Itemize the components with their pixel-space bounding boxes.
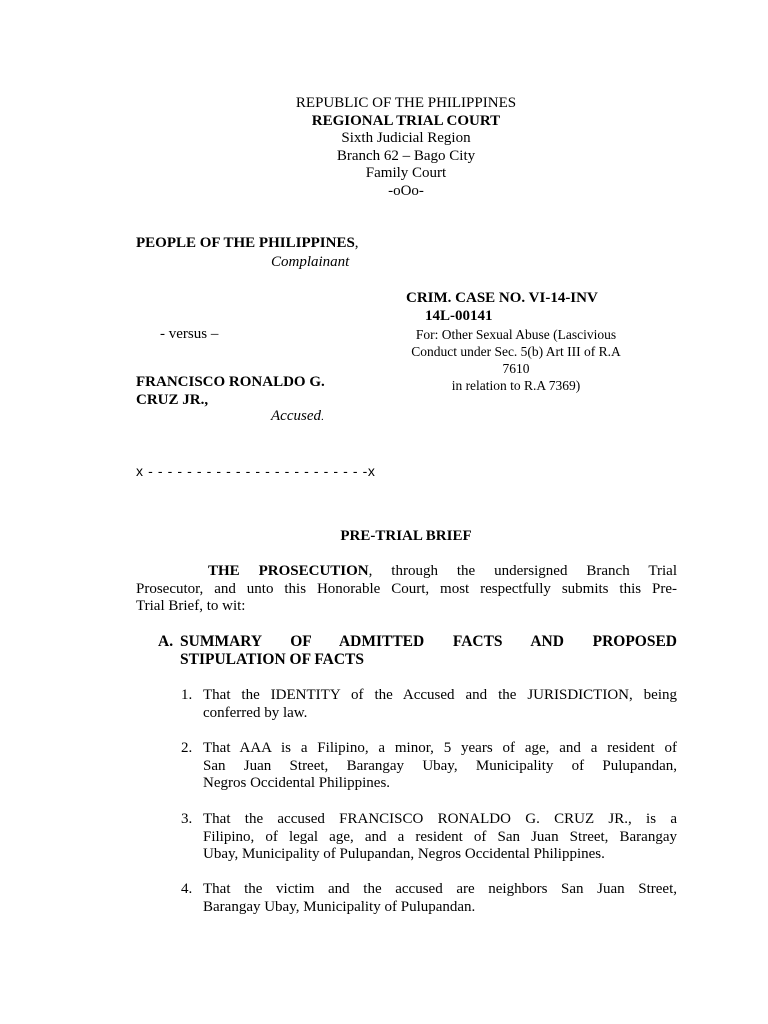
list-item-line: That AAA is a Filipino, a minor, 5 years of age, and a resident of [203,740,677,756]
list-item-line: That the accused FRANCISCO RONALDO G. CRUZ JR., is a [203,811,677,827]
accused-period: . [320,411,324,423]
intro-line1-rest: , through the undersigned Branch Trial [368,563,677,579]
section-a-line1: SUMMARY OF ADMITTED FACTS AND PROPOSED [180,633,677,650]
list-item-line: That the victim and the accused are neighbors San Juan Street, [203,881,677,897]
header-ornament: -oOo- [388,182,424,199]
offense-line1: For: Other Sexual Abuse (Lascivious [415,327,617,342]
offense-description [406,326,626,394]
accused-name [136,373,325,409]
list-item-line: Filipino, of legal age, and a resident of San Juan Street, Barangay [203,828,677,845]
list-item-number: 3. [181,811,193,827]
court-name: REGIONAL TRIAL COURT [311,112,501,129]
list-item-number: 4. [181,881,193,897]
complainant-name-text: PEOPLE OF THE PHILIPPINES [136,235,355,251]
list-item-line: Ubay, Municipality of Pulupandan, Negros Occidental Philippines. [203,846,605,862]
court-header [0,95,768,200]
branch-line: Branch 62 – Bago City [336,147,476,164]
list-item [181,811,677,864]
case-number-line1: CRIM. CASE NO. VI-14-INV [406,290,598,306]
section-a-letter: A. [158,633,174,650]
offense-line2: Conduct under Sec. 5(b) Art III of R.A 7610 [411,344,621,376]
accused-role [271,408,324,427]
accused-role-text: Accused [271,408,321,424]
list-item-line: San Juan Street, Barangay Ubay, Municipality of Pulupandan, [203,757,677,774]
list-item [181,740,677,793]
complainant-comma: , [354,235,359,251]
list-item-number: 1. [181,687,193,703]
complainant-role: Complainant [271,254,350,270]
list-item [181,881,677,916]
list-item [181,687,677,722]
intro-lead: THE PROSECUTION [208,563,369,579]
versus-label: - versus – [160,326,219,342]
list-item-line: Barangay Ubay, Municipality of Pulupandan. [203,898,476,915]
document-title: PRE-TRIAL BRIEF [340,528,472,544]
caption-separator: x - - - - - - - - - - - - - - - - - - - - - - -x [136,463,376,479]
case-number-line2: 14L-00141 [425,307,493,324]
family-court-line: Family Court [365,165,447,181]
list-item-line: Negros Occidental Philippines. [203,775,391,791]
intro-line1 [136,563,677,581]
judicial-region: Sixth Judicial Region [341,130,471,146]
list-item-line: That the IDENTITY of the Accused and the JURISDICTION, being [203,687,677,703]
list-item-number: 2. [181,740,193,756]
accused-name-line2: CRUZ JR., [136,392,209,408]
intro-paragraph [136,563,677,616]
accused-name-line1: FRANCISCO RONALDO G. [136,374,325,390]
case-number-block [406,290,676,325]
complainant-name [136,235,359,253]
list-item-line: conferred by law. [203,704,308,721]
offense-line3: in relation to R.A 7369) [451,378,581,393]
intro-line3: Trial Brief, to wit: [136,598,246,614]
intro-line2: Prosecutor, and unto this Honorable Court, most respectfully submits this Pre- [136,580,677,597]
section-a-line2: STIPULATION OF FACTS [180,650,365,668]
republic-line: REPUBLIC OF THE PHILIPPINES [295,95,517,111]
section-a-heading [158,633,677,668]
